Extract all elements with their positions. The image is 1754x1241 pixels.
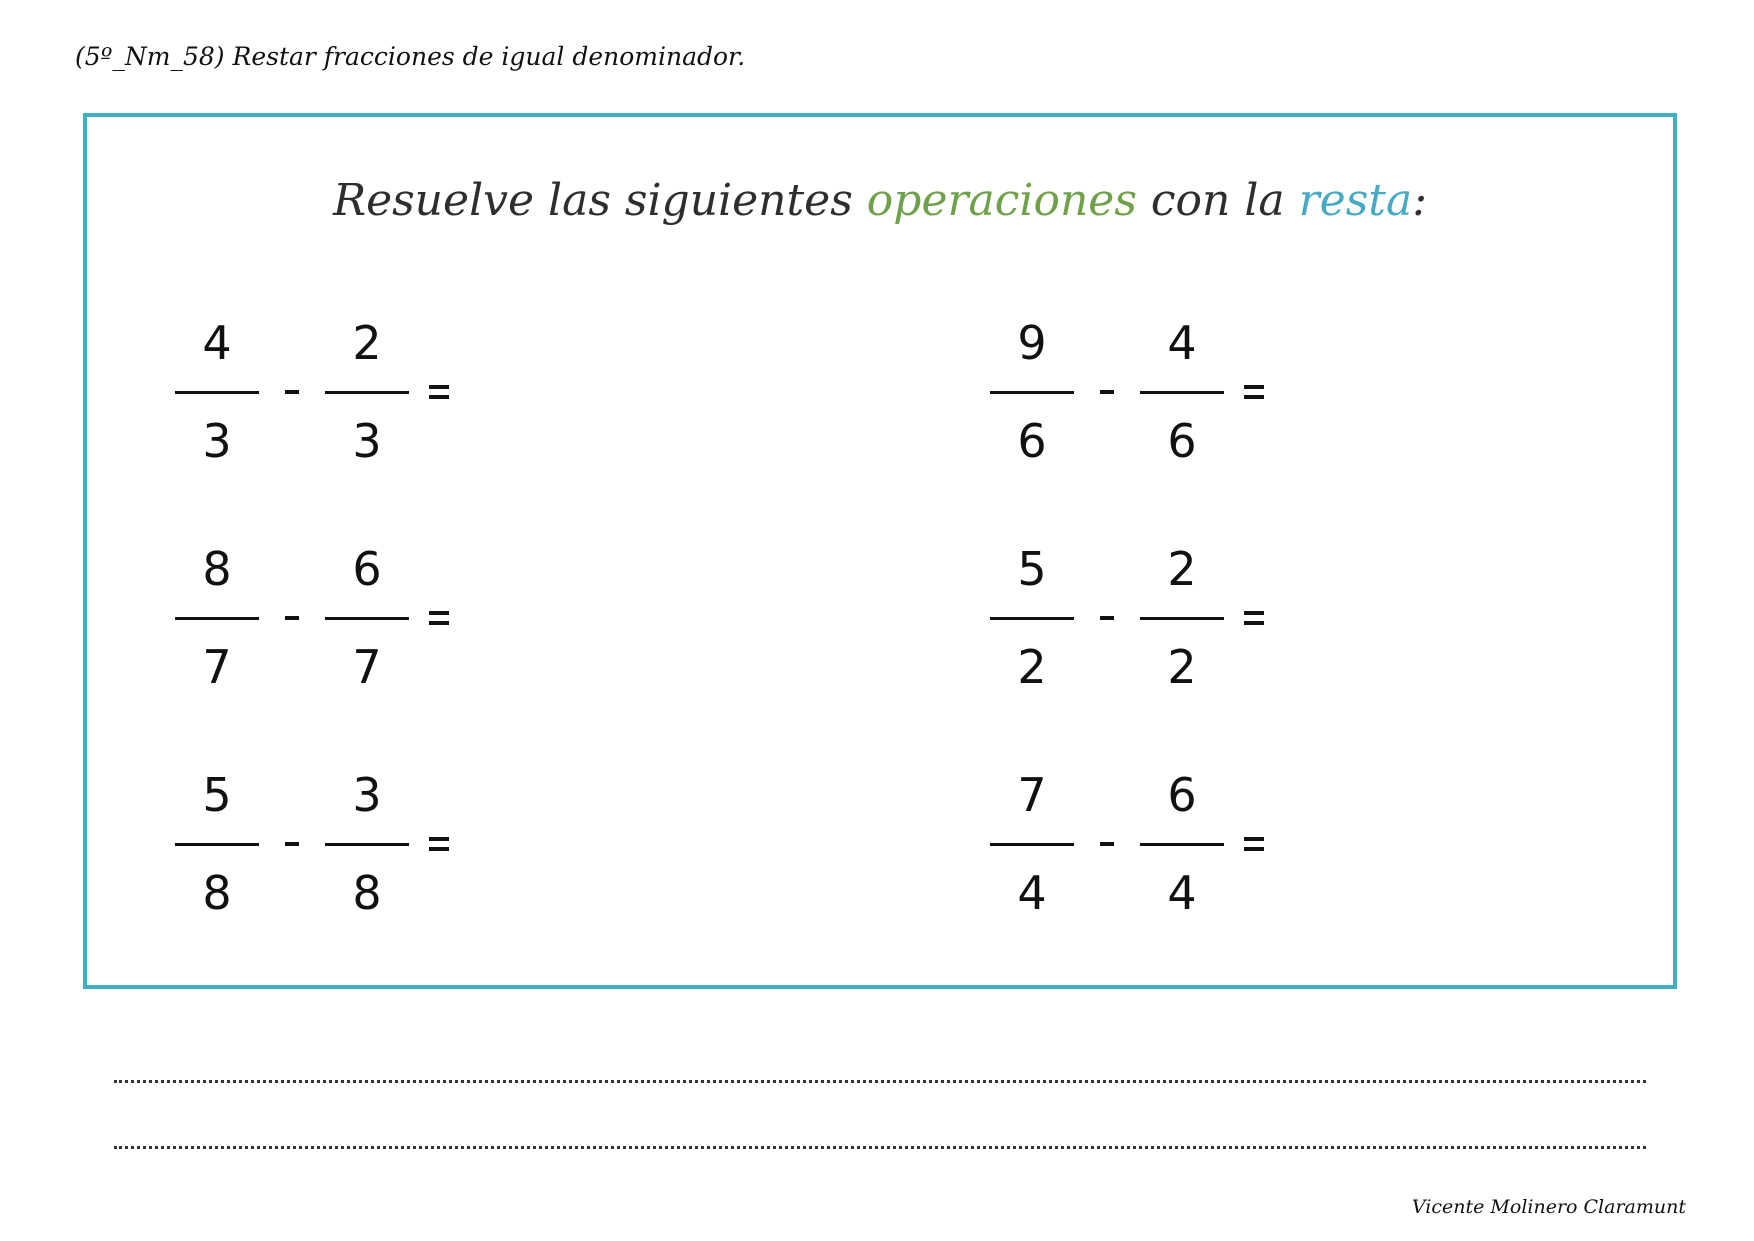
numerator: 4 (1167, 316, 1197, 370)
exercise-frame (83, 113, 1677, 989)
numerator: 2 (352, 316, 382, 370)
fraction-bar (1140, 391, 1224, 394)
minus-sign (285, 390, 299, 394)
fraction-left (175, 764, 259, 924)
fraction-bar (175, 617, 259, 620)
minus-sign (1100, 616, 1114, 620)
fraction-left (990, 312, 1074, 472)
minus-sign (285, 616, 299, 620)
numerator: 5 (1017, 542, 1047, 596)
numerator: 7 (1017, 768, 1047, 822)
fraction-bar (175, 391, 259, 394)
operation-3 (175, 538, 449, 698)
operations-grid (87, 117, 1673, 985)
instruction-text-1: Resuelve las siguientes (332, 175, 867, 226)
equals-sign (1244, 385, 1264, 399)
fraction-right (1140, 312, 1224, 472)
denominator: 7 (202, 640, 232, 694)
denominator: 4 (1167, 866, 1197, 920)
fraction-bar (325, 617, 409, 620)
numerator: 9 (1017, 316, 1047, 370)
denominator: 4 (1017, 866, 1047, 920)
numerator: 6 (352, 542, 382, 596)
fraction-bar (175, 843, 259, 846)
equals-sign (1244, 837, 1264, 851)
fraction-bar (325, 843, 409, 846)
denominator: 6 (1167, 414, 1197, 468)
instruction-colon: : (1412, 175, 1428, 226)
fraction-left (990, 764, 1074, 924)
operation-1 (175, 312, 449, 472)
numerator: 5 (202, 768, 232, 822)
page-title: (5º_Nm_58) Restar fracciones de igual denominador. (75, 42, 746, 71)
fraction-bar (1140, 843, 1224, 846)
equals-sign (429, 611, 449, 625)
fraction-left (990, 538, 1074, 698)
minus-sign (1100, 390, 1114, 394)
fraction-right (325, 538, 409, 698)
equals-sign (1244, 611, 1264, 625)
fraction-bar (1140, 617, 1224, 620)
fraction-left (175, 312, 259, 472)
denominator: 2 (1017, 640, 1047, 694)
denominator: 8 (352, 866, 382, 920)
fraction-bar (990, 391, 1074, 394)
numerator: 8 (202, 542, 232, 596)
numerator: 2 (1167, 542, 1197, 596)
operation-2 (990, 312, 1264, 472)
numerator: 4 (202, 316, 232, 370)
fraction-bar (990, 617, 1074, 620)
fraction-left (175, 538, 259, 698)
denominator: 7 (352, 640, 382, 694)
instruction-word-operaciones: operaciones (866, 175, 1137, 226)
fraction-right (1140, 764, 1224, 924)
operation-4 (990, 538, 1264, 698)
denominator: 8 (202, 866, 232, 920)
instruction-word-resta: resta (1298, 175, 1413, 226)
denominator: 6 (1017, 414, 1047, 468)
instruction-text-2: con la (1136, 175, 1299, 226)
fraction-bar (990, 843, 1074, 846)
fraction-right (325, 764, 409, 924)
fraction-bar (325, 391, 409, 394)
minus-sign (1100, 842, 1114, 846)
equals-sign (429, 385, 449, 399)
denominator: 3 (202, 414, 232, 468)
minus-sign (285, 842, 299, 846)
fraction-right (1140, 538, 1224, 698)
numerator: 3 (352, 768, 382, 822)
author-credit: Vicente Molinero Claramunt (1411, 1196, 1686, 1218)
operation-6 (990, 764, 1264, 924)
fraction-right (325, 312, 409, 472)
answer-line-2 (114, 1146, 1646, 1149)
equals-sign (429, 837, 449, 851)
numerator: 6 (1167, 768, 1197, 822)
denominator: 2 (1167, 640, 1197, 694)
operation-5 (175, 764, 449, 924)
answer-line-1 (114, 1080, 1646, 1083)
denominator: 3 (352, 414, 382, 468)
